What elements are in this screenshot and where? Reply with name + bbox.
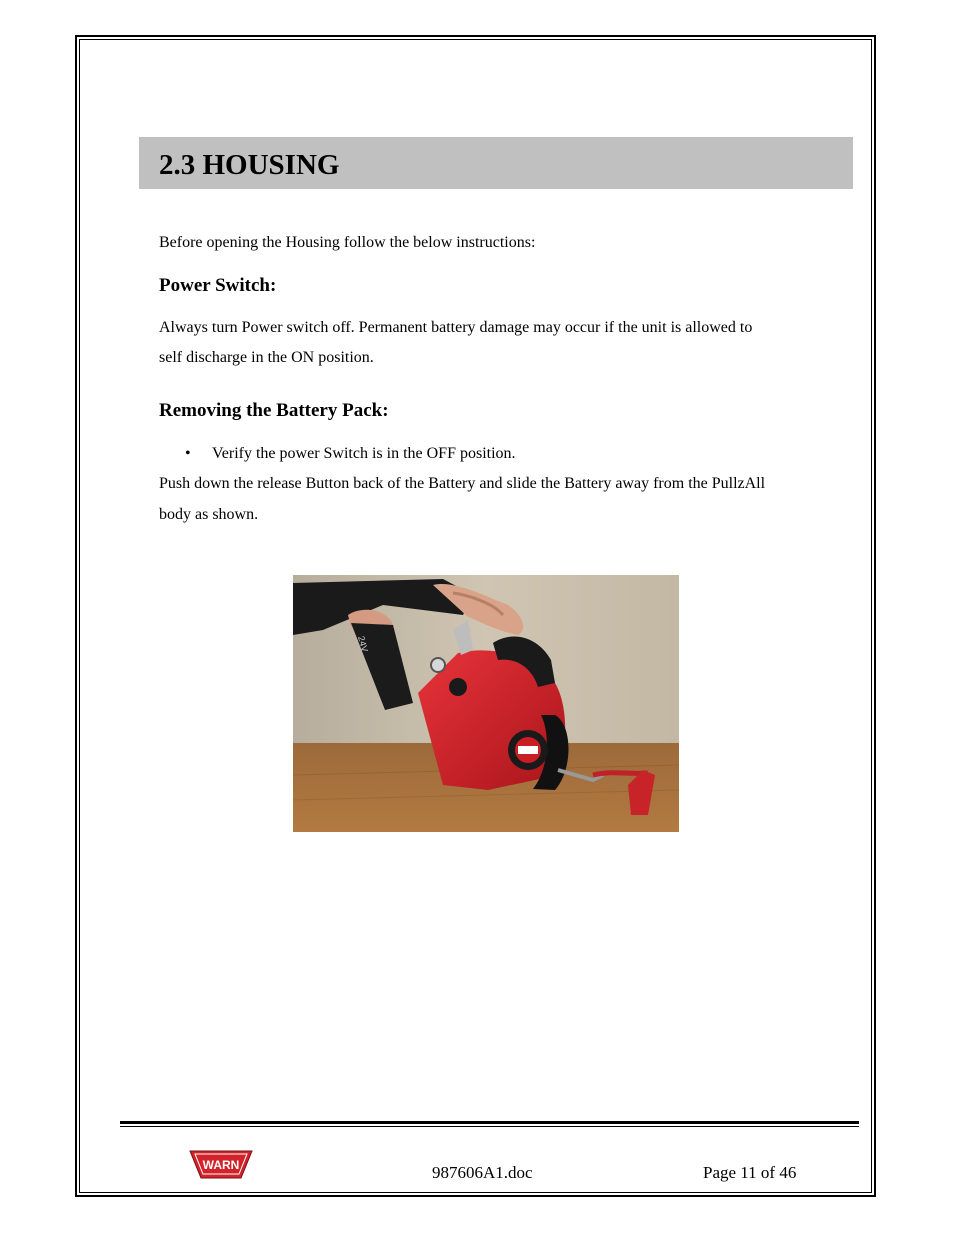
battery-label: 24V bbox=[356, 634, 370, 653]
intro-text: Before opening the Housing follow the below instructions: bbox=[159, 234, 536, 251]
footer-page-number: Page 11 of 46 bbox=[703, 1163, 797, 1182]
battery-removal-photo bbox=[293, 575, 679, 832]
battery-heading: Removing the Battery Pack: bbox=[159, 400, 389, 421]
power-switch-line-1: Always turn Power switch off. Permanent battery damage may occur if the unit is allowed to bbox=[159, 319, 753, 336]
battery-line-1: Push down the release Button back of the Battery and slide the Battery away from the PullzAll bbox=[159, 475, 766, 492]
power-switch-heading: Power Switch: bbox=[159, 275, 277, 296]
footer-filename: 987606A1.doc bbox=[432, 1163, 533, 1182]
battery-line-2: body as shown. bbox=[159, 506, 259, 523]
bullet-dot: • bbox=[185, 445, 191, 462]
battery-bullet-item: Verify the power Switch is in the OFF position. bbox=[212, 445, 516, 462]
footer-rule-thick bbox=[120, 1121, 859, 1124]
power-switch-line-2: self discharge in the ON position. bbox=[159, 349, 374, 366]
logo-text: WARN bbox=[202, 1158, 240, 1172]
section-title: 2.3 HOUSING bbox=[159, 149, 340, 181]
footer-rule-thin bbox=[120, 1126, 859, 1127]
warn-logo bbox=[189, 1149, 253, 1179]
